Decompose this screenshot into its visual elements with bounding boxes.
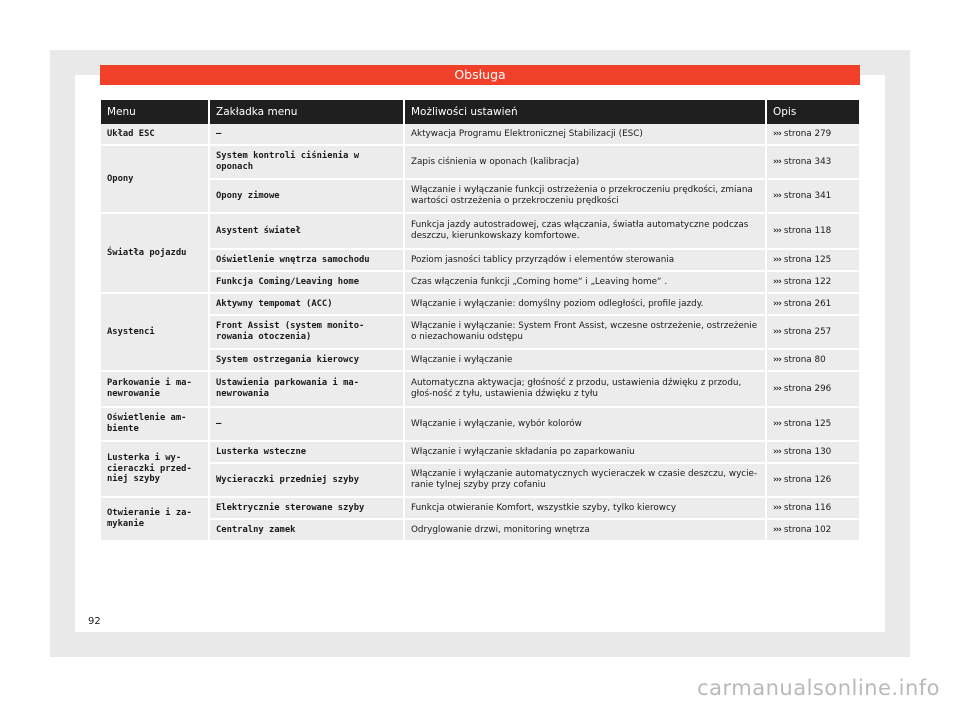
table-row: [101, 214, 859, 250]
table-row: [101, 124, 859, 146]
page-reference-link[interactable]: strona 279: [783, 128, 832, 139]
page-reference-link[interactable]: strona 122: [783, 276, 832, 287]
header-tab: Zakładka menu: [210, 100, 405, 124]
page-reference-cell: [767, 408, 859, 442]
reference-arrow-icon: ›››: [773, 326, 781, 337]
page-reference-cell: [767, 442, 859, 464]
menu-cell: Układ ESC: [101, 124, 210, 146]
page-reference-link[interactable]: strona 125: [783, 254, 832, 265]
options-cell: Funkcja otwieranie Komfort, wszystkie szyby, tylko kierowcy: [405, 498, 767, 520]
page-reference-cell: [767, 214, 859, 250]
page-reference-cell: [767, 124, 859, 146]
options-cell: Automatyczna aktywacja; głośność z przodu, ustawienia dźwięku z przodu, głoś-ność z tyłu, ustawienia dźwięku z tyłu: [405, 372, 767, 408]
section-banner: Obsługa: [100, 65, 860, 85]
table-row: [101, 464, 859, 498]
page-reference-cell: [767, 316, 859, 350]
header-options: Możliwości ustawień: [405, 100, 767, 124]
header-menu: Menu: [101, 100, 210, 124]
tab-cell: Opony zimowe: [210, 180, 405, 214]
options-cell: Włączanie i wyłączanie automatycznych wycieraczek w czasie deszczu, wycie-ranie tylnej szyby przy cofaniu: [405, 464, 767, 498]
table-row: [101, 350, 859, 372]
tab-cell: Asystent świateł: [210, 214, 405, 250]
table-header-row: [101, 100, 859, 124]
page-reference-cell: [767, 372, 859, 408]
table-body: [101, 124, 859, 542]
table-row: [101, 498, 859, 520]
reference-arrow-icon: ›››: [773, 298, 781, 309]
page-reference-cell: [767, 520, 859, 542]
options-cell: Włączanie i wyłączanie: System Front Assist, wczesne ostrzeżenie, ostrzeżenie o niezachowaniu odstępu: [405, 316, 767, 350]
page-reference-link[interactable]: strona 125: [783, 418, 832, 429]
options-cell: Włączanie i wyłączanie: domyślny poziom odległości, profile jazdy.: [405, 294, 767, 316]
page-number: 92: [88, 616, 101, 627]
page-reference-link[interactable]: strona 261: [783, 298, 832, 309]
tab-cell: –: [210, 124, 405, 146]
page-reference-cell: [767, 294, 859, 316]
tab-cell: System kontroli ciśnienia w oponach: [210, 146, 405, 180]
reference-arrow-icon: ›››: [773, 446, 781, 457]
table-row: [101, 272, 859, 294]
table-row: [101, 372, 859, 408]
watermark: carmanualsonline.info: [697, 676, 940, 700]
reference-arrow-icon: ›››: [773, 418, 781, 429]
page-reference-link[interactable]: strona 80: [783, 354, 826, 365]
menu-cell: Asystenci: [101, 294, 210, 372]
reference-arrow-icon: ›››: [773, 190, 781, 201]
menu-cell: Otwieranie i za-mykanie: [101, 498, 210, 542]
options-cell: Aktywacja Programu Elektronicznej Stabilizacji (ESC): [405, 124, 767, 146]
reference-arrow-icon: ›››: [773, 156, 781, 167]
page-reference-cell: [767, 250, 859, 272]
tab-cell: –: [210, 408, 405, 442]
page-reference-link[interactable]: strona 126: [783, 474, 832, 485]
options-cell: Włączanie i wyłączanie funkcji ostrzeżenia o przekroczeniu prędkości, zmiana wartości ostrzeżenia o przekroczeniu prędkości: [405, 180, 767, 214]
page-reference-cell: [767, 272, 859, 294]
tab-cell: Oświetlenie wnętrza samochodu: [210, 250, 405, 272]
tab-cell: Front Assist (system monito-rowania otoczenia): [210, 316, 405, 350]
table-row: [101, 180, 859, 214]
menu-cell: Lusterka i wy-cieraczki przed-niej szyby: [101, 442, 210, 498]
menu-cell: Parkowanie i ma-newrowanie: [101, 372, 210, 408]
table-row: [101, 146, 859, 180]
page-reference-link[interactable]: strona 118: [783, 225, 832, 236]
page-reference-cell: [767, 180, 859, 214]
page-reference-link[interactable]: strona 341: [783, 190, 832, 201]
page-reference-link[interactable]: strona 343: [783, 156, 832, 167]
options-cell: Odryglowanie drzwi, monitoring wnętrza: [405, 520, 767, 542]
options-cell: Poziom jasności tablicy przyrządów i elementów sterowania: [405, 250, 767, 272]
menu-cell: Światła pojazdu: [101, 214, 210, 294]
page-reference-link[interactable]: strona 296: [783, 383, 832, 394]
page-reference-link[interactable]: strona 257: [783, 326, 832, 337]
reference-arrow-icon: ›››: [773, 524, 781, 535]
reference-arrow-icon: ›››: [773, 502, 781, 513]
table-row: [101, 442, 859, 464]
page-reference-cell: [767, 464, 859, 498]
options-cell: Włączanie i wyłączanie składania po zaparkowaniu: [405, 442, 767, 464]
table-row: [101, 250, 859, 272]
page-reference-cell: [767, 350, 859, 372]
page-reference-link[interactable]: strona 130: [783, 446, 832, 457]
tab-cell: Lusterka wsteczne: [210, 442, 405, 464]
table-row: [101, 520, 859, 542]
tab-cell: Elektrycznie sterowane szyby: [210, 498, 405, 520]
reference-arrow-icon: ›››: [773, 254, 781, 265]
tab-cell: Ustawienia parkowania i ma-newrowania: [210, 372, 405, 408]
tab-cell: System ostrzegania kierowcy: [210, 350, 405, 372]
options-cell: Funkcja jazdy autostradowej, czas włączania, światła automatyczne podczas deszczu, kierunkowskazy komfortowe.: [405, 214, 767, 250]
reference-arrow-icon: ›››: [773, 383, 781, 394]
reference-arrow-icon: ›››: [773, 276, 781, 287]
page-reference-link[interactable]: strona 102: [783, 524, 832, 535]
page-reference-link[interactable]: strona 116: [783, 502, 832, 513]
reference-arrow-icon: ›››: [773, 128, 781, 139]
tab-cell: Wycieraczki przedniej szyby: [210, 464, 405, 498]
tab-cell: Aktywny tempomat (ACC): [210, 294, 405, 316]
settings-table: [101, 100, 859, 542]
options-cell: Włączanie i wyłączanie, wybór kolorów: [405, 408, 767, 442]
header-desc: Opis: [767, 100, 859, 124]
page-reference-cell: [767, 498, 859, 520]
table-row: [101, 294, 859, 316]
reference-arrow-icon: ›››: [773, 474, 781, 485]
menu-cell: Opony: [101, 146, 210, 214]
options-cell: Czas włączenia funkcji „Coming home“ i „Leaving home“ .: [405, 272, 767, 294]
table-row: [101, 316, 859, 350]
tab-cell: Funkcja Coming/Leaving home: [210, 272, 405, 294]
options-cell: Zapis ciśnienia w oponach (kalibracja): [405, 146, 767, 180]
table-row: [101, 408, 859, 442]
page-reference-cell: [767, 146, 859, 180]
reference-arrow-icon: ›››: [773, 354, 781, 365]
tab-cell: Centralny zamek: [210, 520, 405, 542]
reference-arrow-icon: ›››: [773, 225, 781, 236]
menu-cell: Oświetlenie am-biente: [101, 408, 210, 442]
options-cell: Włączanie i wyłączanie: [405, 350, 767, 372]
